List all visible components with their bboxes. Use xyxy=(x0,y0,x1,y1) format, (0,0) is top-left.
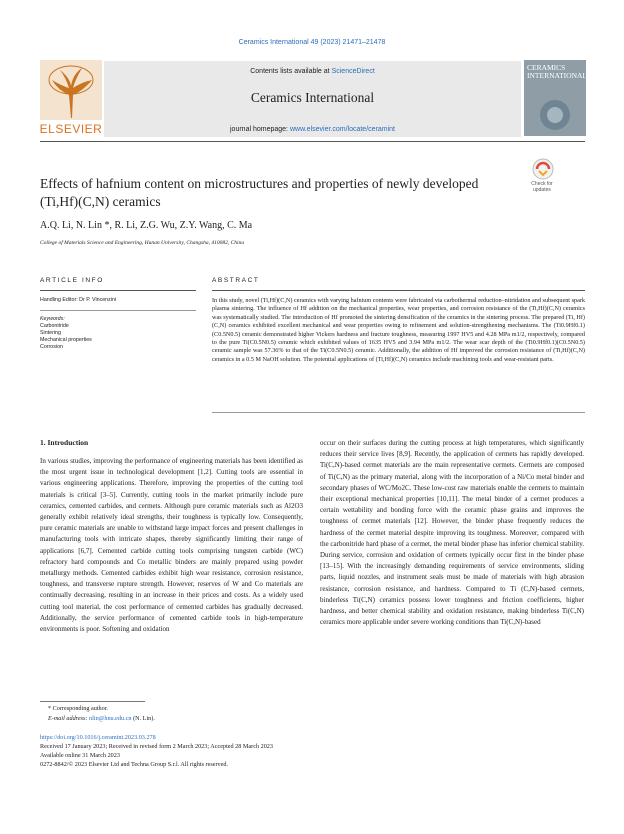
journal-reference[interactable]: Ceramics International 49 (2023) 21471–21478 xyxy=(238,39,386,46)
journal-name: Ceramics International xyxy=(250,90,375,105)
cover-graphic-icon xyxy=(530,95,580,133)
editor-rule xyxy=(40,310,196,311)
keyword-item: Sintering xyxy=(40,330,61,336)
email-line xyxy=(48,714,155,724)
handling-editor: Handling Editor: Dr P. Vincenzini xyxy=(40,297,117,303)
abstract-rule xyxy=(212,290,585,291)
doi-link[interactable]: https://doi.org/10.1016/j.ceramint.2023.03.278 xyxy=(40,734,156,741)
intro-column-left: In various studies, improving the performance of engineering materials has been identified as the most urgent issue in technological development [1,2]. Cutting tools are essential in various engineering applications. Therefore, improving the properties of the cutting tool materials is critical [3–5]. Currently, cutting tools in the market primarily include pure ceramics, cemented carbides, and cermets. Although pure ceramic materials such as Al2O3 generally exhibit relatively ideal strengths, their toughness is typically low. Consequently, pure ceramic materials are unable to withstand large impact forces and present challenges in manufacturing tools with intricate shapes, thereby significantly limiting their range of applications [6,7]. Cemented carbide cutting tools comprising tungsten carbide (WC) refractory hard compounds and Co metallic binders are mainly prepared using powder metallurgy methods. Cemented carbides exhibit high wear resistance, corrosion resistance, toughness, and transverse rupture strength. However, reserves of W and Co materials are continually decreasing, resulting in an increase in their prices and costs. As a widely used cutting tool material, the cost performance of cemented carbides has gradually decreased. Additionally, the service performance of cemented carbide tools in high-temperature environments is poor. Softening and oxidation xyxy=(40,457,303,634)
homepage-link[interactable]: www.elsevier.com/locate/ceramint xyxy=(289,126,395,133)
check-for-updates-icon[interactable] xyxy=(532,158,554,180)
available-online: Available online 31 March 2023 xyxy=(40,752,120,759)
abstract-bottom-rule xyxy=(212,412,585,413)
email-label: E-mail address: xyxy=(48,715,88,722)
received-dates: Received 17 January 2023; Received in revised form 2 March 2023; Accepted 28 March 2023 xyxy=(40,743,273,750)
journal-cover-title: CERAMICS INTERNATIONAL xyxy=(527,63,587,80)
article-title: Effects of hafnium content on microstructures and properties of newly developed (Ti,Hf)(C,N) ceramics xyxy=(40,176,479,209)
keyword-item: Mechanical properties xyxy=(40,337,92,343)
keyword-item: Corrosion xyxy=(40,344,63,350)
footnote-rule xyxy=(40,701,145,702)
email-suffix: (N. Lin). xyxy=(133,715,155,722)
article-info-rule xyxy=(40,290,196,291)
keyword-item: Carbonitride xyxy=(40,323,69,329)
elsevier-tree-logo-icon xyxy=(40,60,102,130)
intro-column-right: occur on their surfaces during the cutting process at high temperatures, which significantly reduces their service lives [8,9]. Recently, the application of cermets has rapidly developed. Ti(C,N)-based cermet materials are the main representative cermets. Cermets are composed of Ti(C,N) as the primary material, along with the incorporation of a Ni/Co metal binder and secondary phases of WC/Mo2C. These low-cost raw materials enable the cermets to maintain their exceptional mechanical properties [10,11]. The metal binder of a cermet produces a certain wettability and bonding force with the ceramic phase grains and improves the toughness of cermet materials [12]. However, the binder phase frequently reduces the hardness of the cermet material despite improving its toughness. Moreover, compared with the carbonitride hard phase of a cermet, the metal binder phase has inferior chemical stability. During service, corrosion and oxidation of cermets typically occur first in the binder phase [13–15]. With the increasingly demanding requirements of service environments, sliding parts, liquid nozzles, and instrument seals must be made of materials with high abrasion resistance, corrosion resistance, and hardness. Compared to Ti (C,N)-based cermets, binderless Ti(C,N) ceramics possess lower toughness and friction coefficients, higher hardness, and better chemical stability and oxidation resistance, making binderless Ti(C,N) ceramics more applicable under severe working conditions than Ti(C,N)-based xyxy=(320,439,584,627)
header-rule xyxy=(40,141,585,142)
author-list: A.Q. Li, N. Lin *, R. Li, Z.G. Wu, Z.Y. Wang, C. Ma xyxy=(40,220,253,231)
journal-homepage xyxy=(104,126,521,133)
section-heading: 1. Introduction xyxy=(40,438,89,447)
elsevier-wordmark: ELSEVIER xyxy=(39,122,103,136)
check-for-updates-label[interactable]: Check for updates xyxy=(531,181,553,193)
affiliation: College of Materials Science and Engineering, Hunan University, Changsha, 410082, China xyxy=(40,240,245,246)
sciencedirect-link[interactable]: ScienceDirect xyxy=(331,68,375,75)
copyright-line: 0272-8842/© 2023 Elsevier Ltd and Techna Group S.r.l. All rights reserved. xyxy=(40,761,229,768)
email-link[interactable]: nlin@hnu.edu.cn xyxy=(89,715,132,722)
corresponding-author-note: * Corresponding author. xyxy=(48,705,108,712)
contents-line xyxy=(104,68,521,75)
keywords-label: Keywords: xyxy=(40,316,65,322)
homepage-label: journal homepage: xyxy=(230,126,288,133)
contents-prefix: Contents lists available at xyxy=(250,68,330,75)
article-info-heading: ARTICLE INFO xyxy=(40,277,104,284)
abstract-text: In this study, novel (Ti,Hf)(C,N) ceramics with varying hafnium contents were fabricated via carbothermal reduction–nitridation and subsequent spark plasma sintering. The influence of Hf addition on the mechanical properties, wear properties, and corrosion resistance of the (Ti,Hf)(C,N) ceramics was systematically studied. The introduction of Hf promoted the sintering densification of the ceramics in the sintering process. The prepared (Ti, Hf)(C,N) ceramics exhibited excellent mechanical and wear properties owing to refinement and solution-strengthening mechanisms. The (Ti0.9Hf0.1)(C0.5N0.5) ceramic demonstrated higher Vickers hardness and fracture toughness, measuring 1997 HV5 and 4.28 MPa m1/2, respectively, compared to the pure Ti(C0.5N0.5) ceramic which exhibited values of 1635 HV5 and 3.94 MPa m1/2. The wear scar depth of the (Ti0.9Hf0.1)(C0.5N0.5) ceramic sample was 57.36% to that of the Ti(C0.5N0.5) ceramic. Additionally, the addition of Hf improved the corrosion resistance of (Ti,Hf)(C,N) ceramics in a 0.5 M NaOH solution. The potential applications of (Ti,Hf)(C,N) ceramics include machining tools and wear-resistant parts. xyxy=(212,297,585,363)
abstract-heading: ABSTRACT xyxy=(212,277,260,284)
